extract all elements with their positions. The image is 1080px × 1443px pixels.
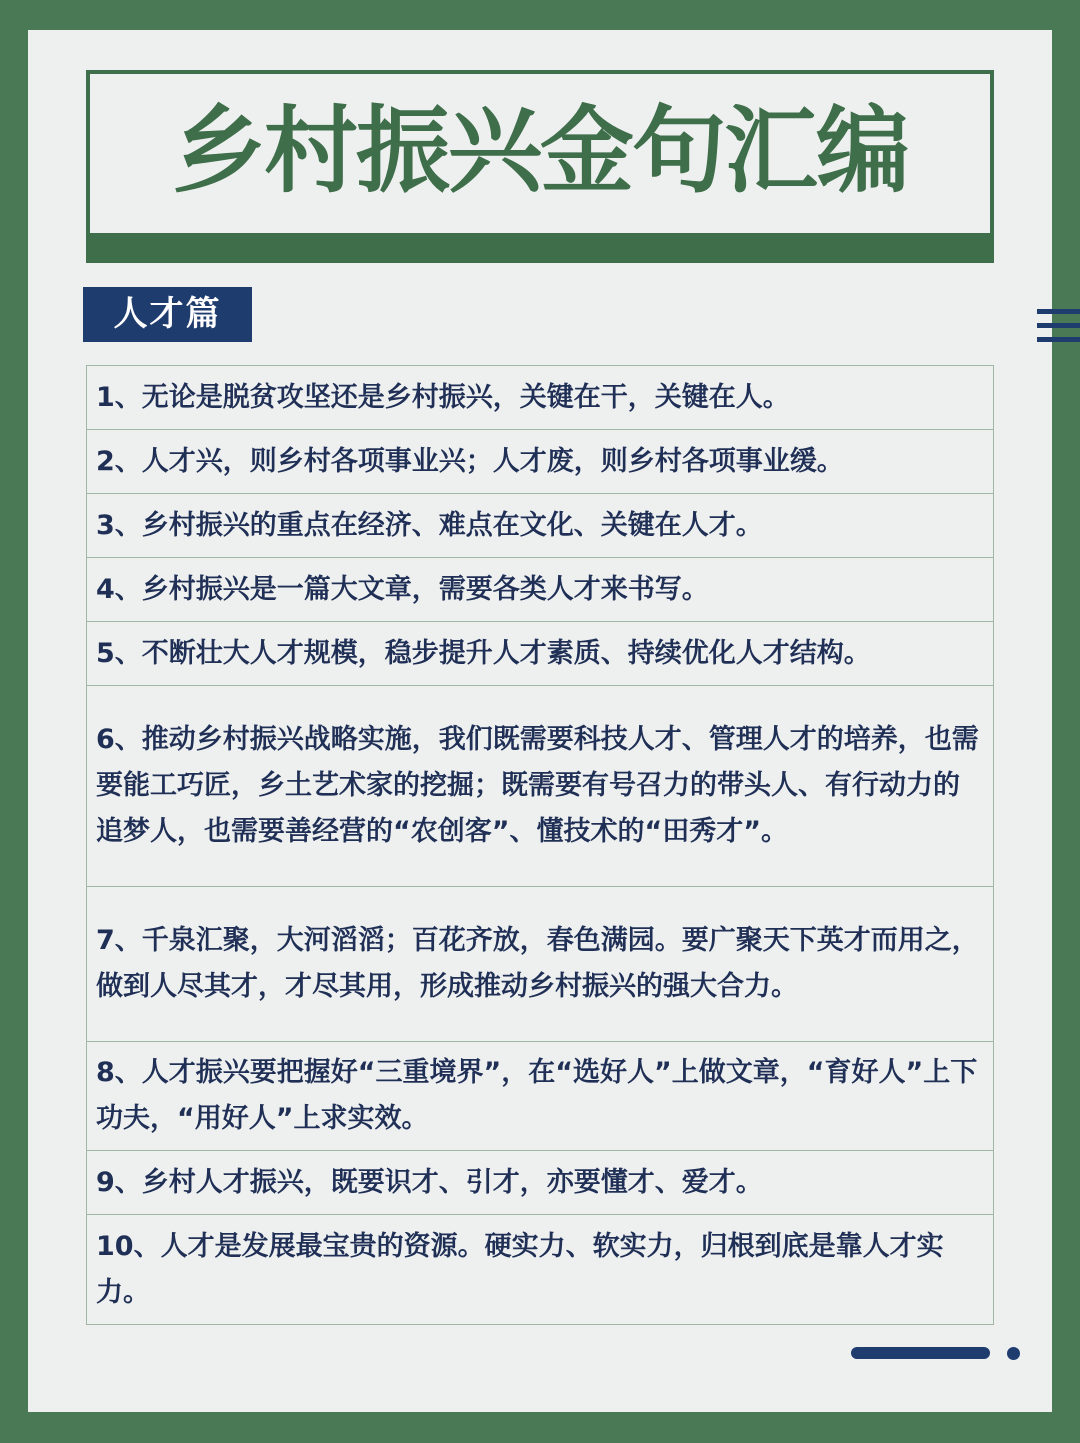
list-item [87, 622, 993, 686]
list-item-text: 1、无论是脱贫攻坚还是乡村振兴，关键在干，关键在人。 [96, 381, 790, 413]
page-indicator-dot [1007, 1347, 1020, 1360]
list-item [87, 1042, 993, 1151]
list-item [87, 887, 993, 1042]
list-item-text: 4、乡村振兴是一篇大文章，需要各类人才来书写。 [96, 573, 709, 605]
list-item [87, 430, 993, 494]
list-item-text: 5、不断壮大人才规模，稳步提升人才素质、持续优化人才结构。 [96, 637, 871, 669]
list-item [87, 366, 993, 430]
list-item-text: 3、乡村振兴的重点在经济、难点在文化、关键在人才。 [96, 509, 763, 541]
list-item [87, 686, 993, 887]
list-item-text: 10、人才是发展最宝贵的资源。硬实力、软实力，归根到底是靠人才实力。 [96, 1230, 944, 1308]
list-item [87, 1215, 993, 1324]
page-title: 乡村振兴金句汇编 [171, 97, 908, 206]
list-item-text: 2、人才兴，则乡村各项事业兴；人才废，则乡村各项事业缓。 [96, 445, 844, 477]
menu-icon [1037, 309, 1080, 343]
list-item-text: 8、人才振兴要把握好“三重境界”，在“选好人”上做文章，“育好人”上下功夫，“用好人”上求实效。 [96, 1057, 978, 1134]
list-item [87, 558, 993, 622]
title-box [86, 70, 994, 263]
list-item [87, 1151, 993, 1215]
list-item-text: 7、千泉汇聚，大河滔滔；百花齐放，春色满园。要广聚天下英才而用之，做到人尽其才，才尽其用，形成推动乡村振兴的强大合力。 [96, 925, 979, 1002]
list-item-text: 6、推动乡村振兴战略实施，我们既需要科技人才、管理人才的培养，也需要能工巧匠，乡土艺术家的挖掘；既需要有号召力的带头人、有行动力的追梦人，也需要善经营的“农创客”、懂技术的“田秀才”。 [96, 724, 979, 847]
quote-list [86, 365, 994, 1325]
list-item [87, 494, 993, 558]
page-indicator-bar [851, 1347, 990, 1359]
list-item-text: 9、乡村人才振兴，既要识才、引才，亦要懂才、爱才。 [96, 1166, 763, 1198]
section-badge: 人才篇 [83, 287, 252, 342]
